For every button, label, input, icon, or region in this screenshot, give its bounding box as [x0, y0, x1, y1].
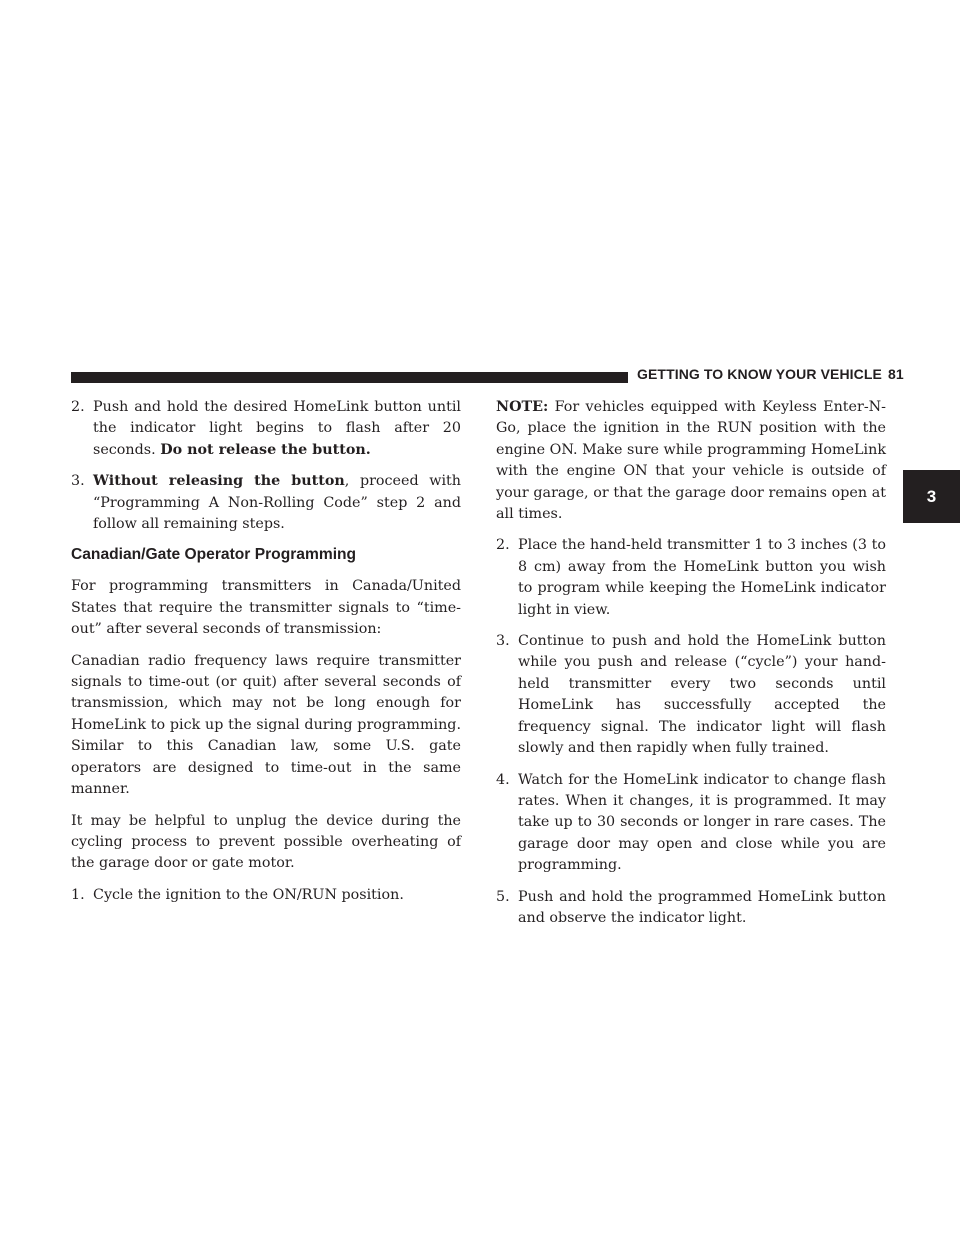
header-rule	[71, 372, 628, 383]
item-emphasis: Do not release the button.	[160, 441, 371, 458]
left-column	[71, 397, 461, 916]
item-number: 2.	[71, 399, 85, 415]
item-text: Push and hold the desired HomeLink button until the indicator light begins to flash after 20 seconds.	[93, 399, 461, 458]
running-header	[637, 366, 904, 382]
list-item	[496, 535, 886, 621]
section-heading: Canadian/Gate Operator Programming	[71, 546, 357, 564]
item-text: Push and hold the programmed HomeLink button and observe the indicator light.	[518, 888, 886, 926]
list-item	[496, 631, 886, 759]
list-item	[71, 885, 461, 906]
item-number: 3.	[71, 473, 85, 490]
note-text: For vehicles equipped with Keyless Enter-N-Go, place the ignition in the RUN position with the engine ON. Make sure while programming HomeLink with the engine ON that your vehicle is outside of your garage, or that the garage door remains open at all times.	[496, 399, 886, 523]
note-paragraph	[496, 397, 886, 525]
paragraph: It may be helpful to unplug the device during the cycling process to prevent possible overheating of the garage door or gate motor.	[71, 812, 461, 872]
item-text: Place the hand-held transmitter 1 to 3 inches (3 to 8 cm) away from the HomeLink button you wish to program while keeping the HomeLink indicator light in view.	[518, 537, 886, 618]
list-item	[71, 397, 461, 461]
list-item	[496, 887, 886, 930]
item-text: Continue to push and hold the HomeLink button while you push and release (“cycle”) your hand-held transmitter every two seconds until HomeLink has successfully accepted the frequency signal. The indicator light will flash slowly and then rapidly when fully trained.	[518, 633, 886, 757]
right-column	[496, 397, 886, 939]
paragraph: For programming transmitters in Canada/United States that require the transmitter signals to “time-out” after several seconds of transmission:	[71, 578, 461, 638]
item-number: 3.	[496, 633, 510, 650]
item-text: , proceed with “Programming A Non-Rolling Code” step 2 and follow all remaining steps.	[93, 473, 461, 533]
chapter-tab: 3	[903, 470, 960, 523]
section-title: GETTING TO KNOW YOUR VEHICLE	[637, 366, 882, 382]
page-number: 81	[887, 366, 904, 382]
item-emphasis: Without releasing the button	[93, 473, 345, 490]
item-number: 2.	[496, 537, 510, 554]
note-label: NOTE:	[496, 399, 549, 415]
item-text: Cycle the ignition to the ON/RUN position.	[93, 886, 404, 903]
paragraph: Canadian radio frequency laws require transmitter signals to time-out (or quit) after several seconds of transmission, which may not be long enough for HomeLink to pick up the signal during programming. Similar to this Canadian law, some U.S. gate operators are designed to time-out in the same manner.	[71, 652, 461, 798]
item-number: 4.	[496, 771, 510, 788]
item-text: Watch for the HomeLink indicator to change flash rates. When it changes, it is programmed. It may take up to 30 seconds or longer in rare cases. The garage door may open and close while you are programming.	[518, 771, 886, 874]
item-number: 1.	[71, 886, 85, 903]
item-number: 5.	[496, 888, 510, 905]
list-item	[71, 471, 461, 535]
list-item	[496, 770, 886, 877]
